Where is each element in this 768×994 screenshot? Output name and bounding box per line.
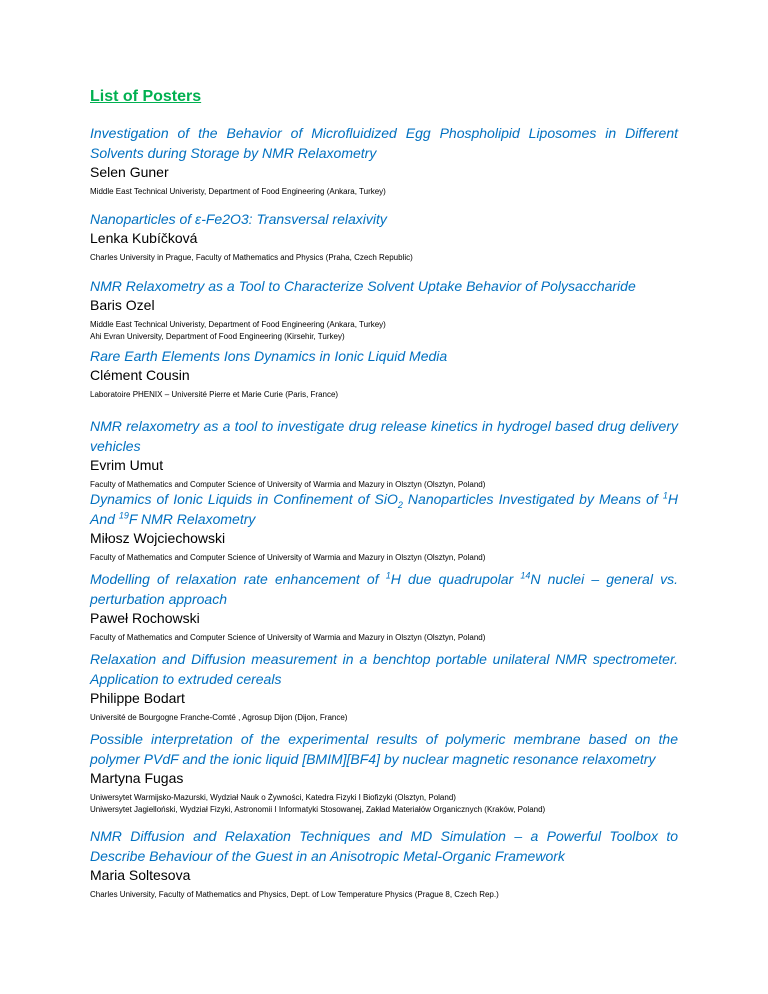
poster-affiliation: Charles University, Faculty of Mathematics and Physics, Dept. of Low Temperature Physics (Prague 8, Czech Rep.) [90,890,499,899]
poster-affiliation: Middle East Technical Univeristy, Department of Food Engineering (Ankara, Turkey) [90,320,386,329]
poster-author: Baris Ozel [90,297,155,313]
poster-affiliation: Faculty of Mathematics and Computer Science of University of Warmia and Mazury in Olsztyn (Olsztyn, Poland) [90,633,486,642]
poster-author: Selen Guner [90,164,169,180]
poster-affiliation: Laboratoire PHENIX – Université Pierre et Marie Curie (Paris, France) [90,390,339,399]
poster-affiliation: Faculty of Mathematics and Computer Science of University of Warmia and Mazury in Olsztyn (Olsztyn, Poland) [90,553,486,562]
poster-author: Maria Soltesova [90,867,191,883]
poster-entry [90,416,678,491]
poster-entry [90,346,678,401]
poster-entry [90,209,678,264]
page-title: List of Posters [90,88,202,105]
poster-author: Lenka Kubíčková [90,230,198,246]
poster-entry [90,826,678,901]
poster-entry [90,729,678,816]
poster-title: Investigation of the Behavior of Microfluidized Egg Phospholipid Liposomes in Different Solvents during Storage by NMR Relaxometry [90,125,678,161]
poster-title: Possible interpretation of the experimental results of polymeric membrane based on the polymer PVdF and the ionic liquid [BMIM][BF4] by nuclear magnetic resonance relaxometry [90,731,678,767]
poster-title: Nanoparticles of ε-Fe2O3: Transversal relaxivity [90,211,387,227]
poster-title: Modelling of relaxation rate enhancement of $^1$H due quadrupolar $^{14}$N nuclei – general vs. perturbation approach [90,570,678,607]
poster-affiliation: Charles University in Prague, Faculty of Mathematics and Physics (Praha, Czech Republic) [90,253,413,262]
poster-title: Relaxation and Diffusion measurement in a benchtop portable unilateral NMR spectrometer. Application to extruded cereals [90,651,678,687]
poster-title: NMR relaxometry as a tool to investigate drug release kinetics in hydrogel based drug delivery vehicles [90,418,678,454]
poster-affiliation: Ahi Evran University, Department of Food Engineering (Kirsehir, Turkey) [90,332,345,341]
poster-entry [90,569,678,644]
poster-author: Martyna Fugas [90,770,184,786]
poster-title: Rare Earth Elements Ions Dynamics in Ionic Liquid Media [90,348,448,364]
poster-entry [90,123,678,198]
poster-author: Paweł Rochowski [90,610,200,626]
poster-author: Philippe Bodart [90,690,185,706]
poster-affiliation: Middle East Technical Univeristy, Department of Food Engineering (Ankara, Turkey) [90,187,386,196]
poster-author: Miłosz Wojciechowski [90,530,226,546]
poster-title: NMR Diffusion and Relaxation Techniques and MD Simulation – a Powerful Toolbox to Describe Behaviour of the Guest in an Anisotropic Metal-Organic Framework [90,828,678,864]
poster-affiliation: Faculty of Mathematics and Computer Science of University of Warmia and Mazury in Olsztyn (Olsztyn, Poland) [90,480,486,489]
poster-author: Evrim Umut [90,457,164,473]
poster-entry [90,649,678,724]
poster-title: Dynamics of Ionic Liquids in Confinement of SiO$_2$ Nanoparticles Investigated by Means of $^1$H And $^{19}$F NMR Relaxometry [90,490,678,527]
poster-affiliation: Uniwersytet Warmijsko-Mazurski, Wydział Nauk o Żywności, Katedra Fizyki I Biofizyki (Olsztyn, Poland) [90,793,456,802]
poster-title: NMR Relaxometry as a Tool to Characterize Solvent Uptake Behavior of Polysaccharide [90,278,636,294]
poster-entry [90,276,678,343]
poster-entry [90,489,678,564]
poster-author: Clément Cousin [90,367,190,383]
poster-affiliation: Uniwersytet Jagielloński, Wydział Fizyki, Astronomii I Informatyki Stosowanej, Zakład Materiałów Organicznych (Kraków, Poland) [90,805,546,814]
poster-affiliation: Université de Bourgogne Franche-Comté , Agrosup Dijon (Dijon, France) [90,713,348,722]
